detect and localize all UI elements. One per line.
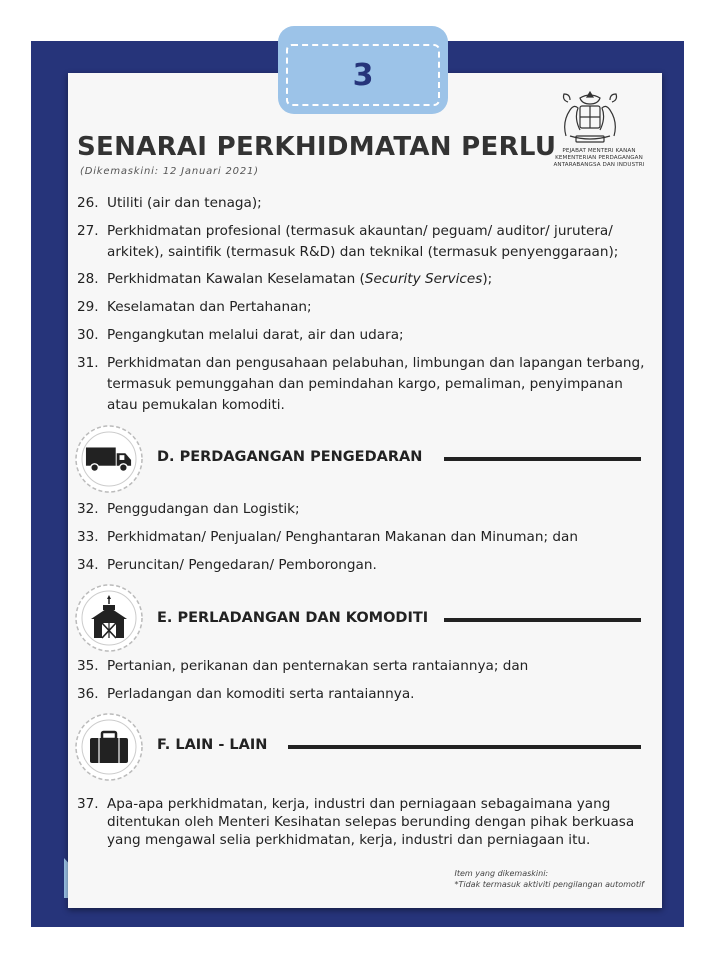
list-item: 36. Perladangan dan komoditi serta rantaiannya. [77, 686, 415, 702]
list-item: 33. Perkhidmatan/ Penjualan/ Penghantaran Makanan dan Minuman; dan [77, 529, 578, 545]
section-e-header [74, 583, 644, 653]
service-list-d [77, 499, 647, 583]
list-item: 34. Peruncitan/ Pengedaran/ Pemborongan. [77, 557, 377, 573]
list-item: 28. Perkhidmatan Kawalan Keselamatan (Security Services); [77, 271, 493, 287]
section-f-rule [288, 745, 641, 749]
office-line-3: ANTARABANGSA DAN INDUSTRI [553, 161, 645, 168]
list-item: 31. Perkhidmatan dan pengusahaan pelabuhan, limbungan dan lapangan terbang, termasuk pemunggahan dan pemindahan kargo, pemaliman, penyimpanan atau pemukalan komoditi. [77, 355, 645, 413]
page-number: 3 [352, 57, 374, 93]
list-item: 29. Keselamatan dan Pertahanan; [77, 299, 312, 315]
footnote-line-2: *Tidak termasuk aktiviti pengilangan automotif [454, 880, 644, 889]
section-f-title: F. LAIN - LAIN [157, 737, 268, 753]
list-item: 35. Pertanian, perikanan dan penternakan serta rantaiannya; dan [77, 658, 529, 674]
briefcase-icon [89, 730, 129, 764]
list-item: 27. Perkhidmatan profesional (termasuk akauntan/ peguam/ auditor/ jurutera/ arkitek), saintifik (termasuk R&D) dan teknikal (termasuk penyenggaraan); [77, 223, 619, 260]
section-d-header [74, 424, 644, 494]
footnote-line-1: Item yang dikemaskini: [454, 869, 549, 878]
office-line-1: PEJABAT MENTERI KANAN [562, 148, 636, 154]
office-line-2: KEMENTERIAN PERDAGANGAN [555, 154, 643, 161]
coat-of-arms-logo [556, 88, 624, 148]
section-d-rule [444, 457, 641, 461]
section-d-title: D. PERDAGANGAN PENGEDARAN [157, 449, 423, 465]
list-item: 32. Penggudangan dan Logistik; [77, 501, 300, 517]
updated-date: (Dikemaskini: 12 Januari 2021) [80, 166, 259, 177]
service-list-top [77, 193, 647, 423]
page-number-box [286, 44, 440, 106]
list-item: 37. Apa-apa perkhidmatan, kerja, industri dan perniagaan sebagaimana yang ditentukan oleh Menteri Kesihatan selepas berunding dengan pihak berkuasa yang mengawal selia perkhidmatan, kerja, industri dan perniagaan itu. [77, 796, 635, 848]
section-e-title: E. PERLADANGAN DAN KOMODITI [157, 610, 429, 626]
section-e-rule [444, 618, 641, 622]
barn-icon [89, 595, 129, 639]
list-item: 26. Utiliti (air dan tenaga); [77, 195, 262, 211]
service-list-f [77, 795, 647, 856]
page-title: SENARAI PERKHIDMATAN PERLU [77, 132, 557, 162]
footnote [454, 868, 644, 890]
truck-icon [85, 444, 133, 474]
ministry-office-label [551, 148, 647, 168]
page-number-tab [278, 26, 448, 114]
list-item: 30. Pengangkutan melalui darat, air dan udara; [77, 327, 404, 343]
service-list-e [77, 656, 647, 712]
section-f-header [74, 712, 644, 782]
